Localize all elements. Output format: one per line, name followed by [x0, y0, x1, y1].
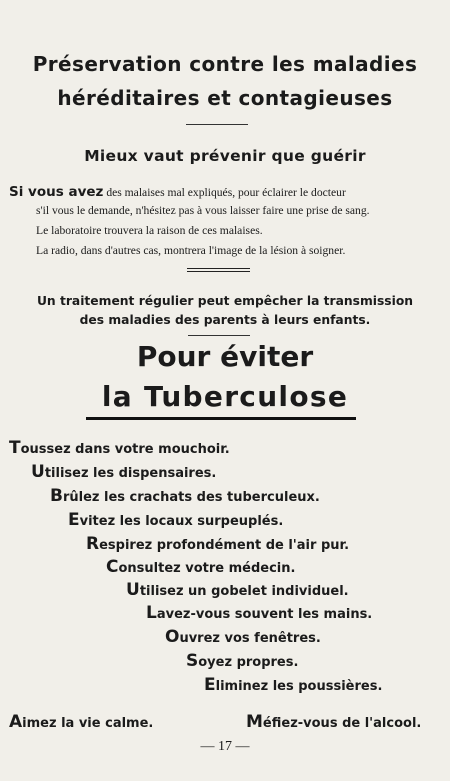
rule-item: Respirez profondément de l'air pur. [86, 534, 350, 554]
advice-line-3: Le laboratoire trouvera la raison de ces malaises. [36, 224, 263, 237]
tuberculosis-heading-line-1: Pour éviter [136, 340, 314, 373]
section-divider [188, 335, 250, 336]
heredity-note-line-2: des maladies des parents à leurs enfants. [79, 313, 371, 327]
heading-underline [86, 417, 356, 420]
page-title-line-2: héréditaires et contagieuses [57, 86, 393, 110]
advice-line-1-text: des malaises mal expliqués, pour éclairer le docteur [106, 186, 346, 199]
rule-item: Evitez les locaux surpeuplés. [68, 510, 284, 530]
heredity-note-line-1: Un traitement régulier peut empêcher la transmission [36, 294, 414, 308]
rule-item: Eliminez les poussières. [204, 675, 383, 695]
rule-item: Brûlez les crachats des tuberculeux. [50, 486, 320, 506]
tuberculosis-heading-line-2: la Tuberculose [101, 380, 349, 413]
footer-advice-right: Méfiez-vous de l'alcool. [246, 712, 422, 732]
page-title-line-1: Préservation contre les maladies [32, 52, 418, 76]
advice-line-1 [9, 184, 346, 200]
rule-item: Utilisez les dispensaires. [31, 462, 217, 482]
rule-item: Toussez dans votre mouchoir. [9, 438, 230, 458]
page-number: — 17 — [200, 739, 250, 754]
footer-advice-left: Aimez la vie calme. [9, 712, 154, 732]
rule-item: Lavez-vous souvent les mains. [146, 603, 373, 623]
advice-lead-emphasis: Si vous avez [9, 184, 104, 200]
rule-item: Utilisez un gobelet individuel. [126, 580, 349, 600]
rule-item: Ouvrez vos fenêtres. [165, 627, 321, 647]
advice-line-4: La radio, dans d'autres cas, montrera l'image de la lésion à soigner. [36, 244, 346, 257]
section-double-rule [187, 268, 250, 272]
advice-line-2: s'il vous le demande, n'hésitez pas à vous laisser faire une prise de sang. [36, 204, 370, 217]
title-divider [186, 124, 248, 125]
rule-item: Consultez votre médecin. [106, 557, 296, 577]
advice-subtitle: Mieux vaut prévenir que guérir [84, 147, 366, 165]
rule-item: Soyez propres. [186, 651, 299, 671]
